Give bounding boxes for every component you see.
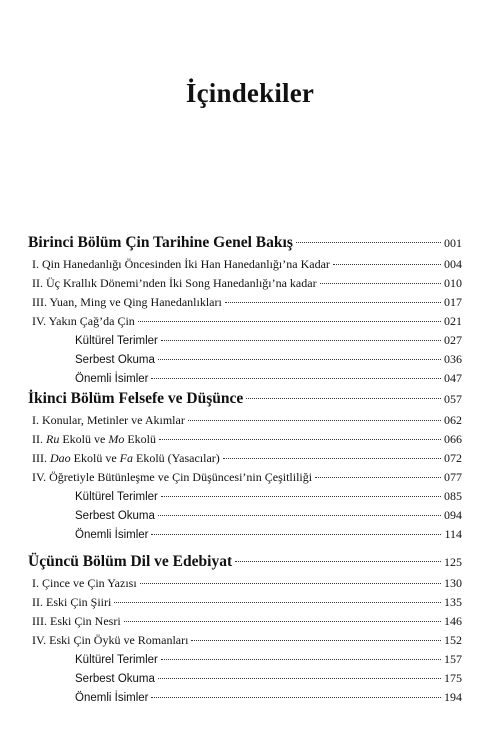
toc-page-number: 072 [444, 451, 462, 465]
toc-entry-label-dao-fa: III. Dao Ekolü ve Fa Ekolü (Yasacılar) [32, 451, 220, 465]
toc-page-number: 062 [444, 413, 462, 427]
toc-entry-label: IV. Öğretiyle Bütünleşme ve Çin Düşüncesi’nin Çeşitliliği [32, 470, 313, 484]
toc-entry-label: II. Eski Çin Şiiri [32, 595, 112, 609]
toc-entry[interactable] [28, 293, 462, 312]
toc-entry-label: Önemli İsimler [75, 529, 149, 541]
dot-leader [151, 696, 441, 698]
toc-heading-label: Üçüncü Bölüm Dil ve Edebiyat [28, 553, 233, 570]
toc-page-number: 077 [444, 470, 462, 484]
toc-entry-label: Serbest Okuma [75, 510, 155, 522]
toc-entry-label: III. Eski Çin Nesri [32, 614, 121, 628]
toc-section-1 [28, 231, 462, 388]
toc-entry-label: Kültürel Terimler [75, 335, 158, 347]
toc-entry[interactable] [28, 449, 462, 468]
toc-subentry[interactable] [28, 669, 462, 688]
dot-leader [246, 397, 441, 399]
toc-entry-label: Serbest Okuma [75, 673, 155, 685]
toc-heading[interactable] [28, 387, 462, 411]
italic-term-mo: Mo [108, 432, 125, 446]
toc-page-number: 047 [444, 371, 462, 385]
toc-section-3 [28, 550, 462, 707]
toc-page-number: 194 [444, 690, 462, 704]
italic-term-fa: Fa [119, 451, 134, 465]
dot-leader [315, 476, 441, 478]
toc-entry-label: I. Çince ve Çin Yazısı [32, 576, 137, 590]
toc-page-number: 001 [444, 236, 462, 250]
dot-leader [151, 377, 441, 379]
toc-entry-label: Kültürel Terimler [75, 491, 158, 503]
toc-page-number: 157 [444, 652, 462, 666]
toc-entry-label: Önemli İsimler [75, 692, 149, 704]
toc-entry-label-ru-mo: II. Ru Ekolü ve Mo Ekolü [32, 432, 157, 446]
toc-page-number: 066 [444, 432, 462, 446]
toc-subentry[interactable] [28, 350, 462, 369]
dot-leader [161, 658, 441, 660]
toc-heading-label: Birinci Bölüm Çin Tarihine Genel Bakış [28, 234, 293, 251]
toc-entry-label: IV. Yakın Çağ’da Çin [32, 314, 135, 328]
toc-entry-label: Kültürel Terimler [75, 654, 158, 666]
dot-leader [225, 301, 441, 303]
toc-entry[interactable] [28, 255, 462, 274]
toc-page-number: 125 [444, 555, 462, 569]
toc-subentry[interactable] [28, 369, 462, 388]
toc-entry[interactable] [28, 411, 462, 430]
dot-leader [140, 582, 441, 584]
toc-page-number: 017 [444, 295, 462, 309]
toc-page-number: 175 [444, 671, 462, 685]
toc-page-number: 152 [444, 633, 462, 647]
toc-entry-label: Serbest Okuma [75, 354, 155, 366]
dot-leader [114, 601, 441, 603]
toc-entry[interactable] [28, 574, 462, 593]
toc-page-number: 021 [444, 314, 462, 328]
toc-page-number: 085 [444, 489, 462, 503]
dot-leader [161, 339, 441, 341]
dot-leader [191, 639, 441, 641]
toc-subentry[interactable] [28, 525, 462, 544]
toc-entry[interactable] [28, 430, 462, 449]
dot-leader [158, 514, 441, 516]
italic-term-dao: Dao [50, 451, 71, 465]
toc-subentry[interactable] [28, 650, 462, 669]
toc-heading[interactable] [28, 231, 462, 255]
toc-page-number: 036 [444, 352, 462, 366]
toc-entry-label: I. Konular, Metinler ve Akımlar [32, 413, 185, 427]
toc-entry-label: Önemli İsimler [75, 373, 149, 385]
toc-subentry[interactable] [28, 506, 462, 525]
toc-entry[interactable] [28, 312, 462, 331]
toc-page-number: 130 [444, 576, 462, 590]
toc-entry[interactable] [28, 631, 462, 650]
toc-entry[interactable] [28, 274, 462, 293]
toc-subentry[interactable] [28, 688, 462, 707]
toc-page-number: 094 [444, 508, 462, 522]
italic-term-ru: Ru [46, 432, 60, 446]
toc-page-number: 057 [444, 392, 462, 406]
toc-entry-label: II. Üç Krallık Dönemi’nden İki Song Hanedanlığı’na kadar [32, 276, 317, 290]
dot-leader [159, 438, 441, 440]
toc-subentry[interactable] [28, 487, 462, 506]
dot-leader [161, 495, 441, 497]
toc-section-2 [28, 387, 462, 544]
toc-heading-label: İkinci Bölüm Felsefe ve Düşünce [28, 390, 244, 407]
dot-leader [138, 320, 441, 322]
toc-page-number: 004 [444, 257, 462, 271]
dot-leader [151, 533, 441, 535]
page-title: İçindekiler [185, 78, 315, 108]
toc-page-number: 114 [444, 527, 462, 541]
toc-heading[interactable] [28, 550, 462, 574]
dot-leader [296, 241, 441, 243]
toc-page-number: 135 [444, 595, 462, 609]
dot-leader [235, 560, 441, 562]
toc-entry-label: IV. Eski Çin Öykü ve Romanları [32, 633, 189, 647]
dot-leader [333, 263, 441, 265]
dot-leader [124, 620, 441, 622]
toc-entry-label: III. Yuan, Ming ve Qing Hanedanlıkları [32, 295, 222, 309]
toc-page-number: 010 [444, 276, 462, 290]
toc-entry[interactable] [28, 612, 462, 631]
dot-leader [158, 677, 441, 679]
dot-leader [158, 358, 441, 360]
toc-entry[interactable] [28, 593, 462, 612]
toc-subentry[interactable] [28, 331, 462, 350]
toc-page-number: 027 [444, 333, 462, 347]
toc-entry[interactable] [28, 468, 462, 487]
dot-leader [223, 457, 441, 459]
toc-page-number: 146 [444, 614, 462, 628]
dot-leader [320, 282, 441, 284]
dot-leader [188, 419, 441, 421]
toc-entry-label: I. Qin Hanedanlığı Öncesinden İki Han Hanedanlığı’na Kadar [32, 257, 330, 271]
